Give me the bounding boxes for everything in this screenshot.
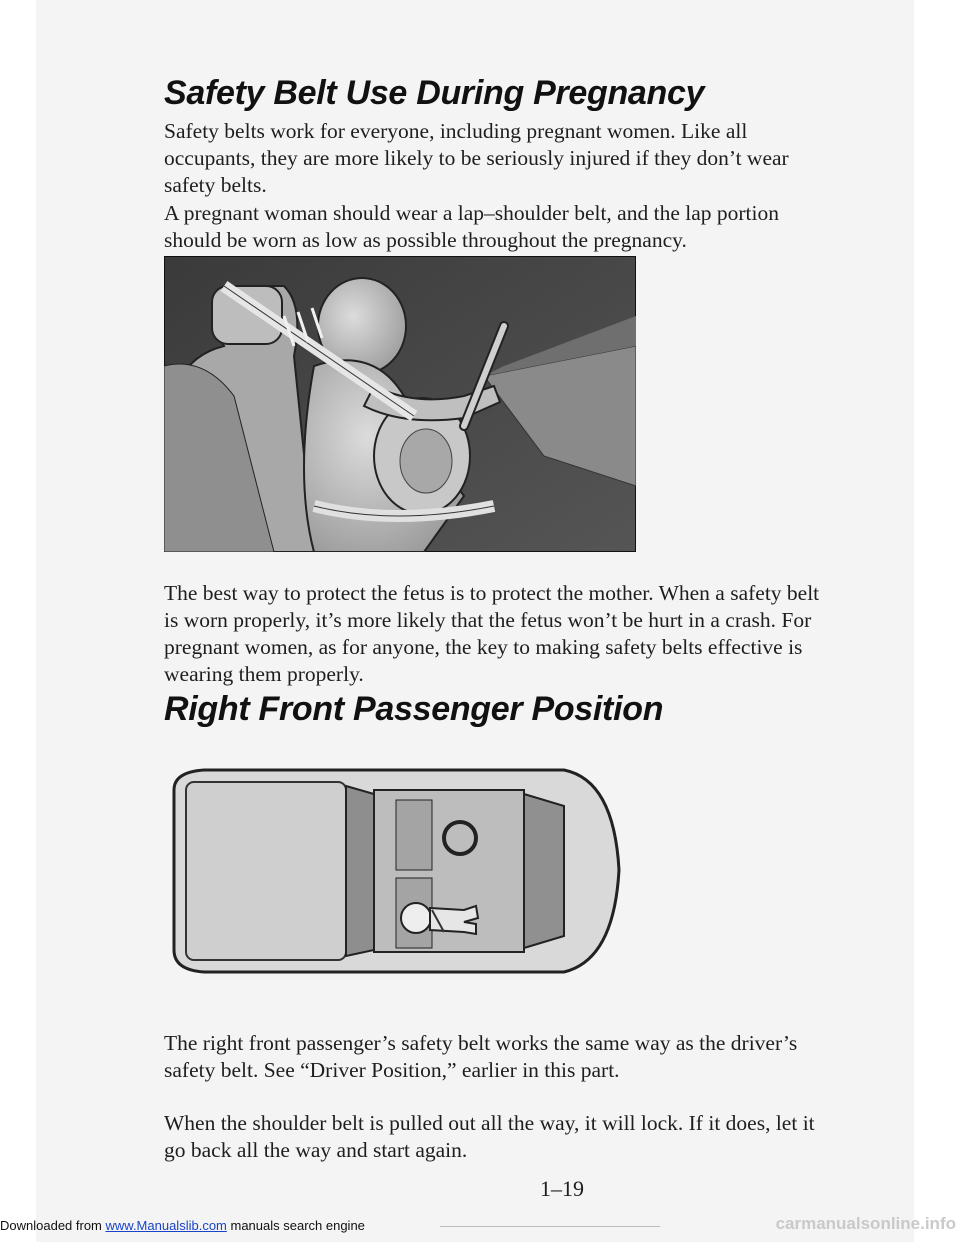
footer-divider xyxy=(440,1226,660,1227)
pregnant-occupant-illustration xyxy=(164,256,636,552)
passenger-paragraph-2: When the shoulder belt is pulled out all the way, it will lock. If it does, let it go back all the way and start again. xyxy=(164,1111,815,1162)
heading-right-front-passenger: Right Front Passenger Position xyxy=(164,690,664,728)
pregnancy-paragraph-3: The best way to protect the fetus is to protect the mother. When a safety belt is worn properly, it’s more likely that the fetus won’t be hurt in a crash. For pregnant women, as for anyone, the key to making safety belts effective is wearing them properly. xyxy=(164,581,820,686)
download-footer: Downloaded from www.Manualslib.com manuals search engine xyxy=(0,1218,365,1233)
watermark: carmanualsonline.info xyxy=(775,1214,956,1233)
pregnancy-paragraph-1: Safety belts work for everyone, including pregnant women. Like all occupants, they are more likely to be seriously injured if they don’t wear safety belts. xyxy=(164,119,789,197)
car-top-view-illustration xyxy=(164,760,624,982)
manual-page xyxy=(36,0,914,1242)
heading-pregnancy: Safety Belt Use During Pregnancy xyxy=(164,74,705,112)
page-number: 1–19 xyxy=(540,1176,584,1201)
passenger-paragraph-1: The right front passenger’s safety belt works the same way as the driver’s safety belt. See “Driver Position,” earlier in this part. xyxy=(164,1031,798,1082)
manualslib-link[interactable]: www.Manualslib.com xyxy=(105,1218,227,1233)
pregnancy-paragraph-2: A pregnant woman should wear a lap–shoulder belt, and the lap portion should be worn as low as possible throughout the pregnancy. xyxy=(164,201,779,252)
